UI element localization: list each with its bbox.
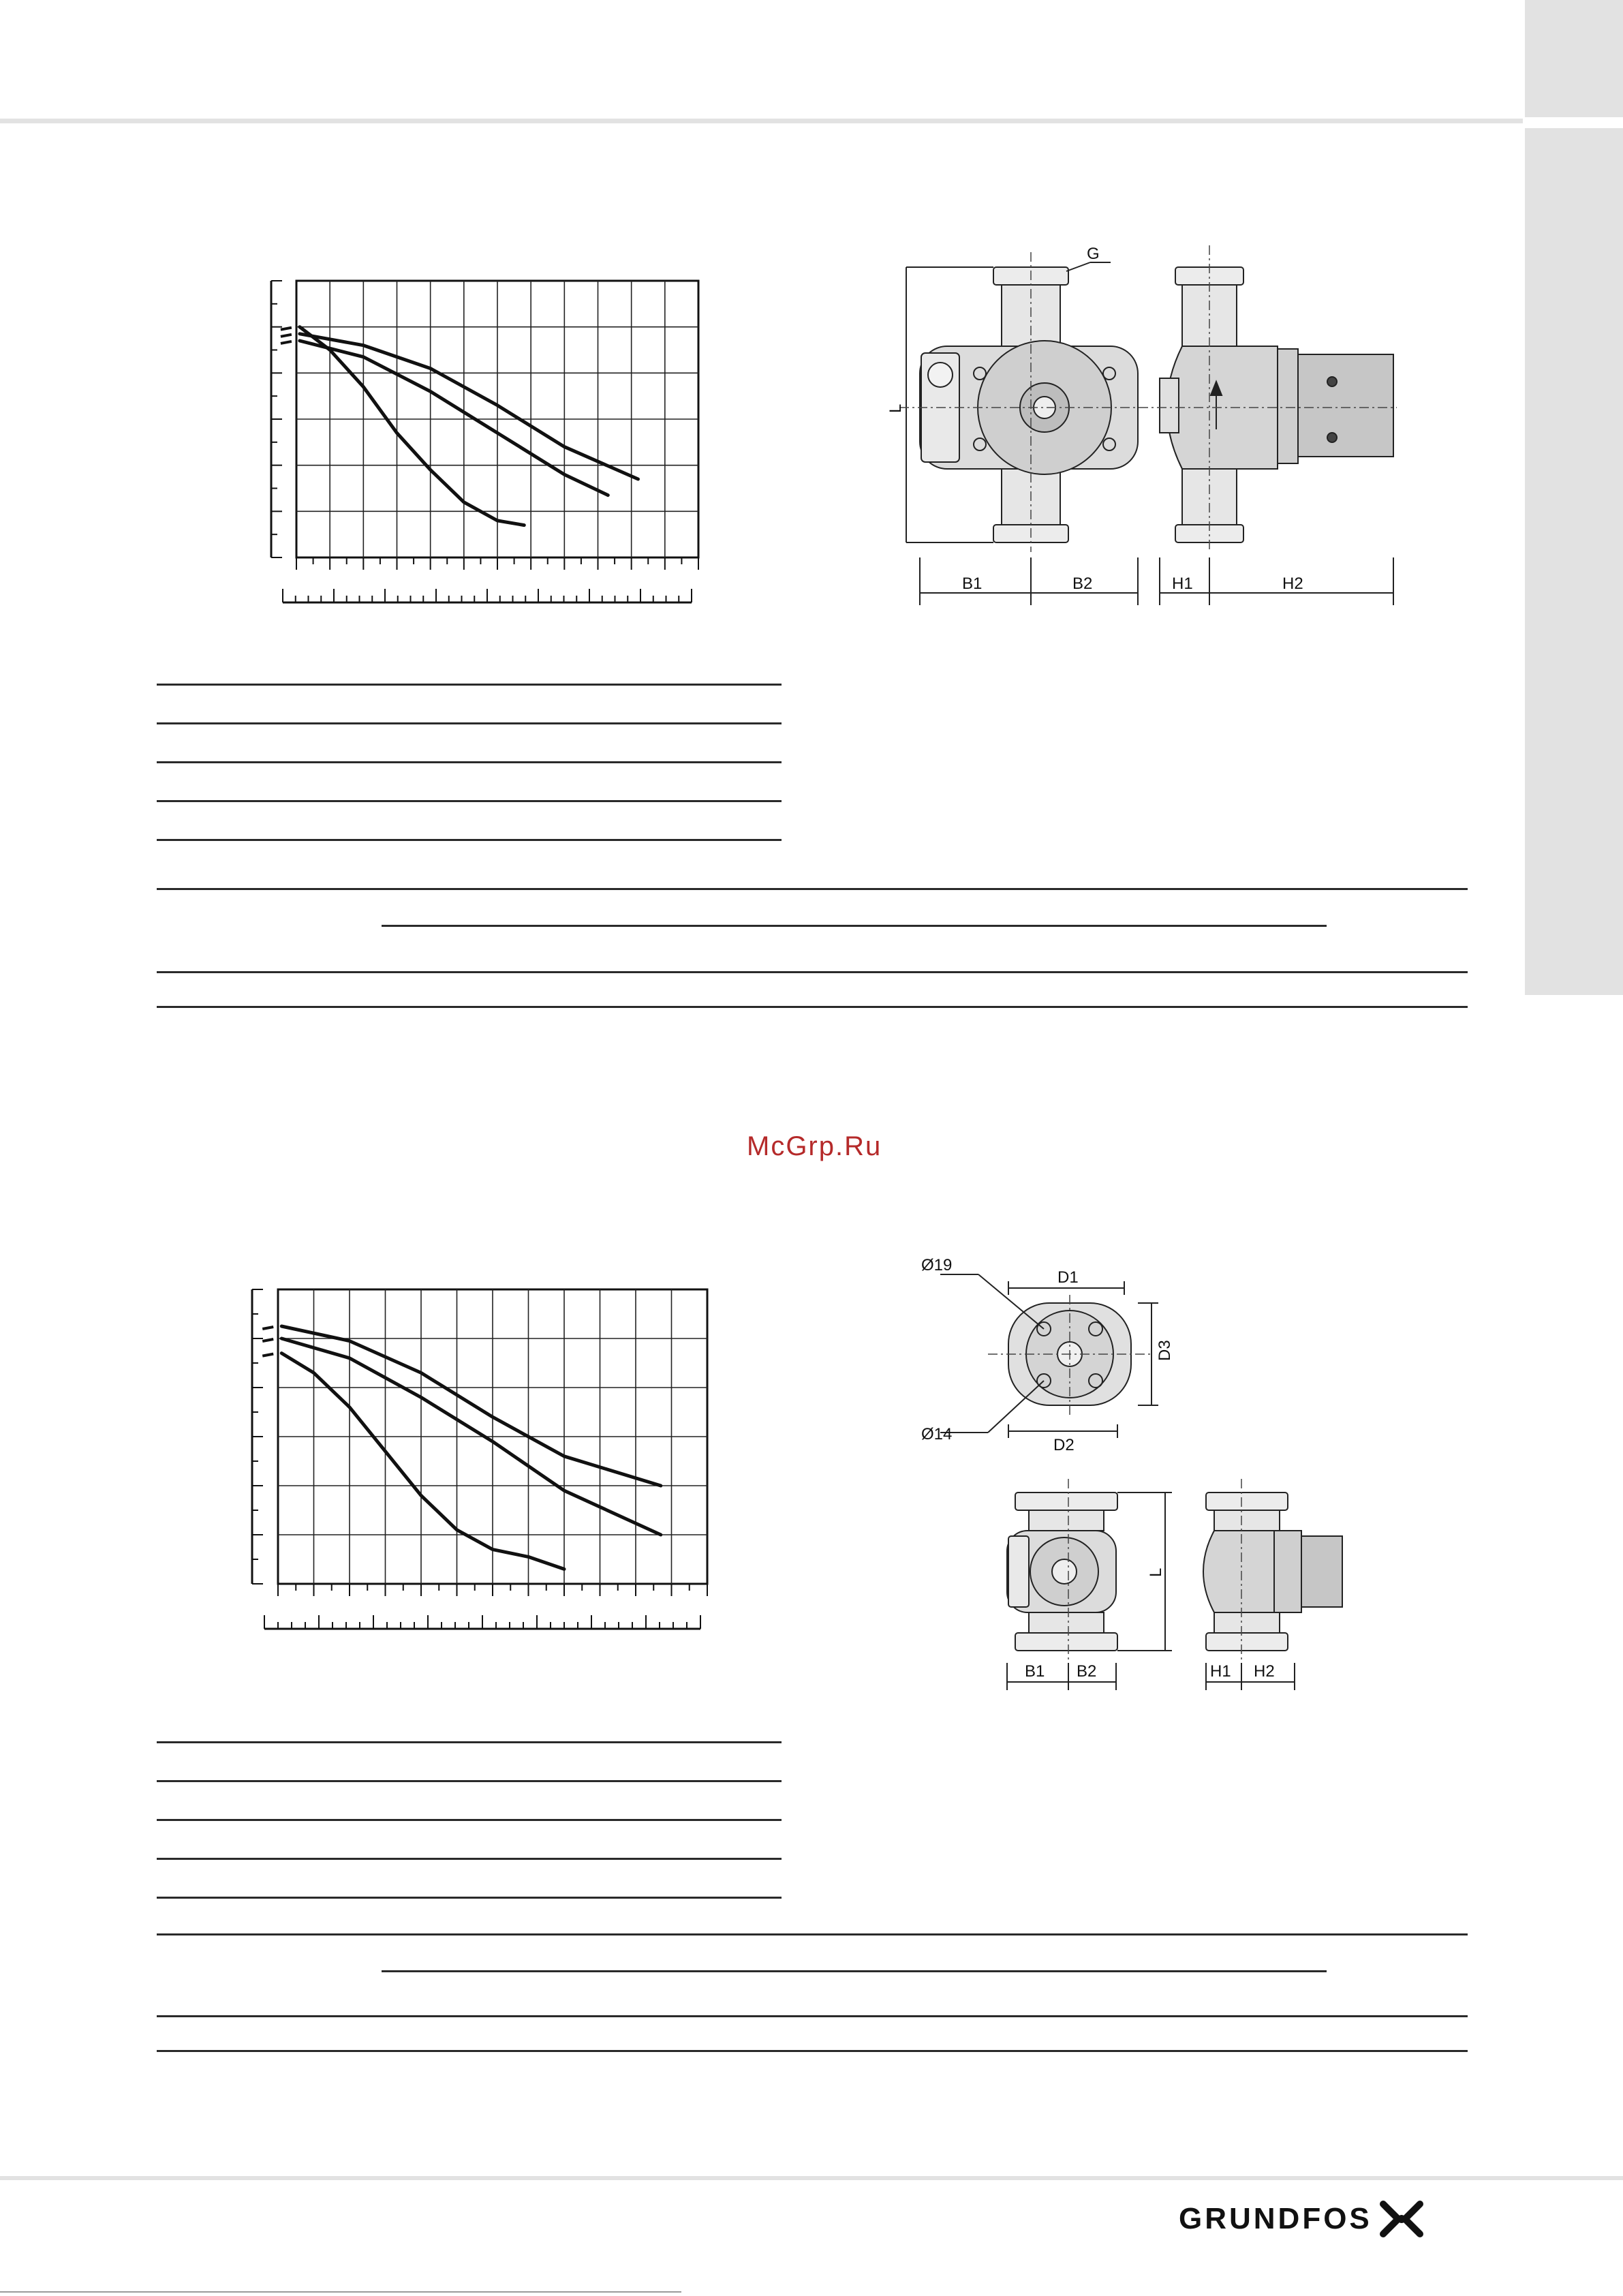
label-h2: H2 (1282, 575, 1303, 593)
table-bottom-rule-8 (157, 2015, 1468, 2017)
series-curve-3 (281, 1326, 661, 1486)
series-curve-2 (300, 341, 608, 495)
label-b1: B1 (962, 575, 983, 593)
table-top-rule-7 (382, 925, 1327, 927)
table-top-rule-2 (157, 722, 782, 724)
table-bottom-rule-6 (157, 1933, 1468, 1935)
series-start-mark-2 (262, 1339, 273, 1341)
pump-curve-chart-top (225, 273, 709, 627)
table-top-rule-5 (157, 839, 782, 841)
table-top-rule-3 (157, 761, 782, 763)
series-start-mark-1 (281, 328, 292, 330)
table-top-rule-6 (157, 888, 1468, 890)
table-bottom-rule-1 (157, 1741, 782, 1743)
brand-name: GRUNDFOS (1179, 2202, 1372, 2235)
header-rule (0, 119, 1523, 123)
series-start-mark-1 (262, 1354, 273, 1356)
label-d2: D2 (1053, 1436, 1075, 1454)
label-h1-bottom: H1 (1210, 1662, 1231, 1681)
label-dia19: Ø19 (921, 1256, 953, 1274)
pump-drawing-bottom (913, 1254, 1390, 1690)
label-h1: H1 (1172, 575, 1193, 593)
label-d3: D3 (1156, 1340, 1174, 1361)
grundfos-logo (1179, 2200, 1425, 2238)
label-b2-bottom: B2 (1077, 1662, 1097, 1681)
table-bottom-rule-9 (157, 2050, 1468, 2052)
footer-rule (0, 2176, 1623, 2180)
bottom-edge-rule (0, 2291, 681, 2293)
table-bottom-rule-2 (157, 1780, 782, 1782)
table-top-rule-9 (157, 1006, 1468, 1008)
series-curve-1 (300, 327, 524, 525)
series-curve-3 (300, 334, 638, 479)
table-bottom-rule-3 (157, 1819, 782, 1821)
table-bottom-rule-4 (157, 1858, 782, 1860)
grundfos-mark-icon (1378, 2200, 1425, 2238)
label-l: L (886, 403, 905, 413)
table-bottom-rule-7 (382, 1970, 1327, 1972)
label-d1: D1 (1057, 1268, 1079, 1287)
series-start-mark-2 (281, 341, 292, 343)
side-tab-lower (1525, 128, 1623, 995)
label-b2: B2 (1072, 575, 1093, 593)
table-bottom-rule-5 (157, 1897, 782, 1899)
label-b1-bottom: B1 (1025, 1662, 1045, 1681)
label-l-bottom: L (1147, 1567, 1165, 1577)
table-top-rule-4 (157, 800, 782, 802)
table-top-rule-1 (157, 684, 782, 686)
series-start-mark-3 (281, 335, 292, 337)
side-tab-upper (1525, 0, 1623, 117)
label-dia14: Ø14 (921, 1425, 953, 1443)
label-g: G (1087, 245, 1100, 263)
series-start-mark-3 (262, 1327, 273, 1329)
pump-drawing-top (879, 232, 1397, 613)
watermark: McGrp.Ru (747, 1131, 882, 1161)
pump-curve-chart-bottom (211, 1279, 715, 1647)
table-top-rule-8 (157, 971, 1468, 973)
label-h2-bottom: H2 (1254, 1662, 1275, 1681)
